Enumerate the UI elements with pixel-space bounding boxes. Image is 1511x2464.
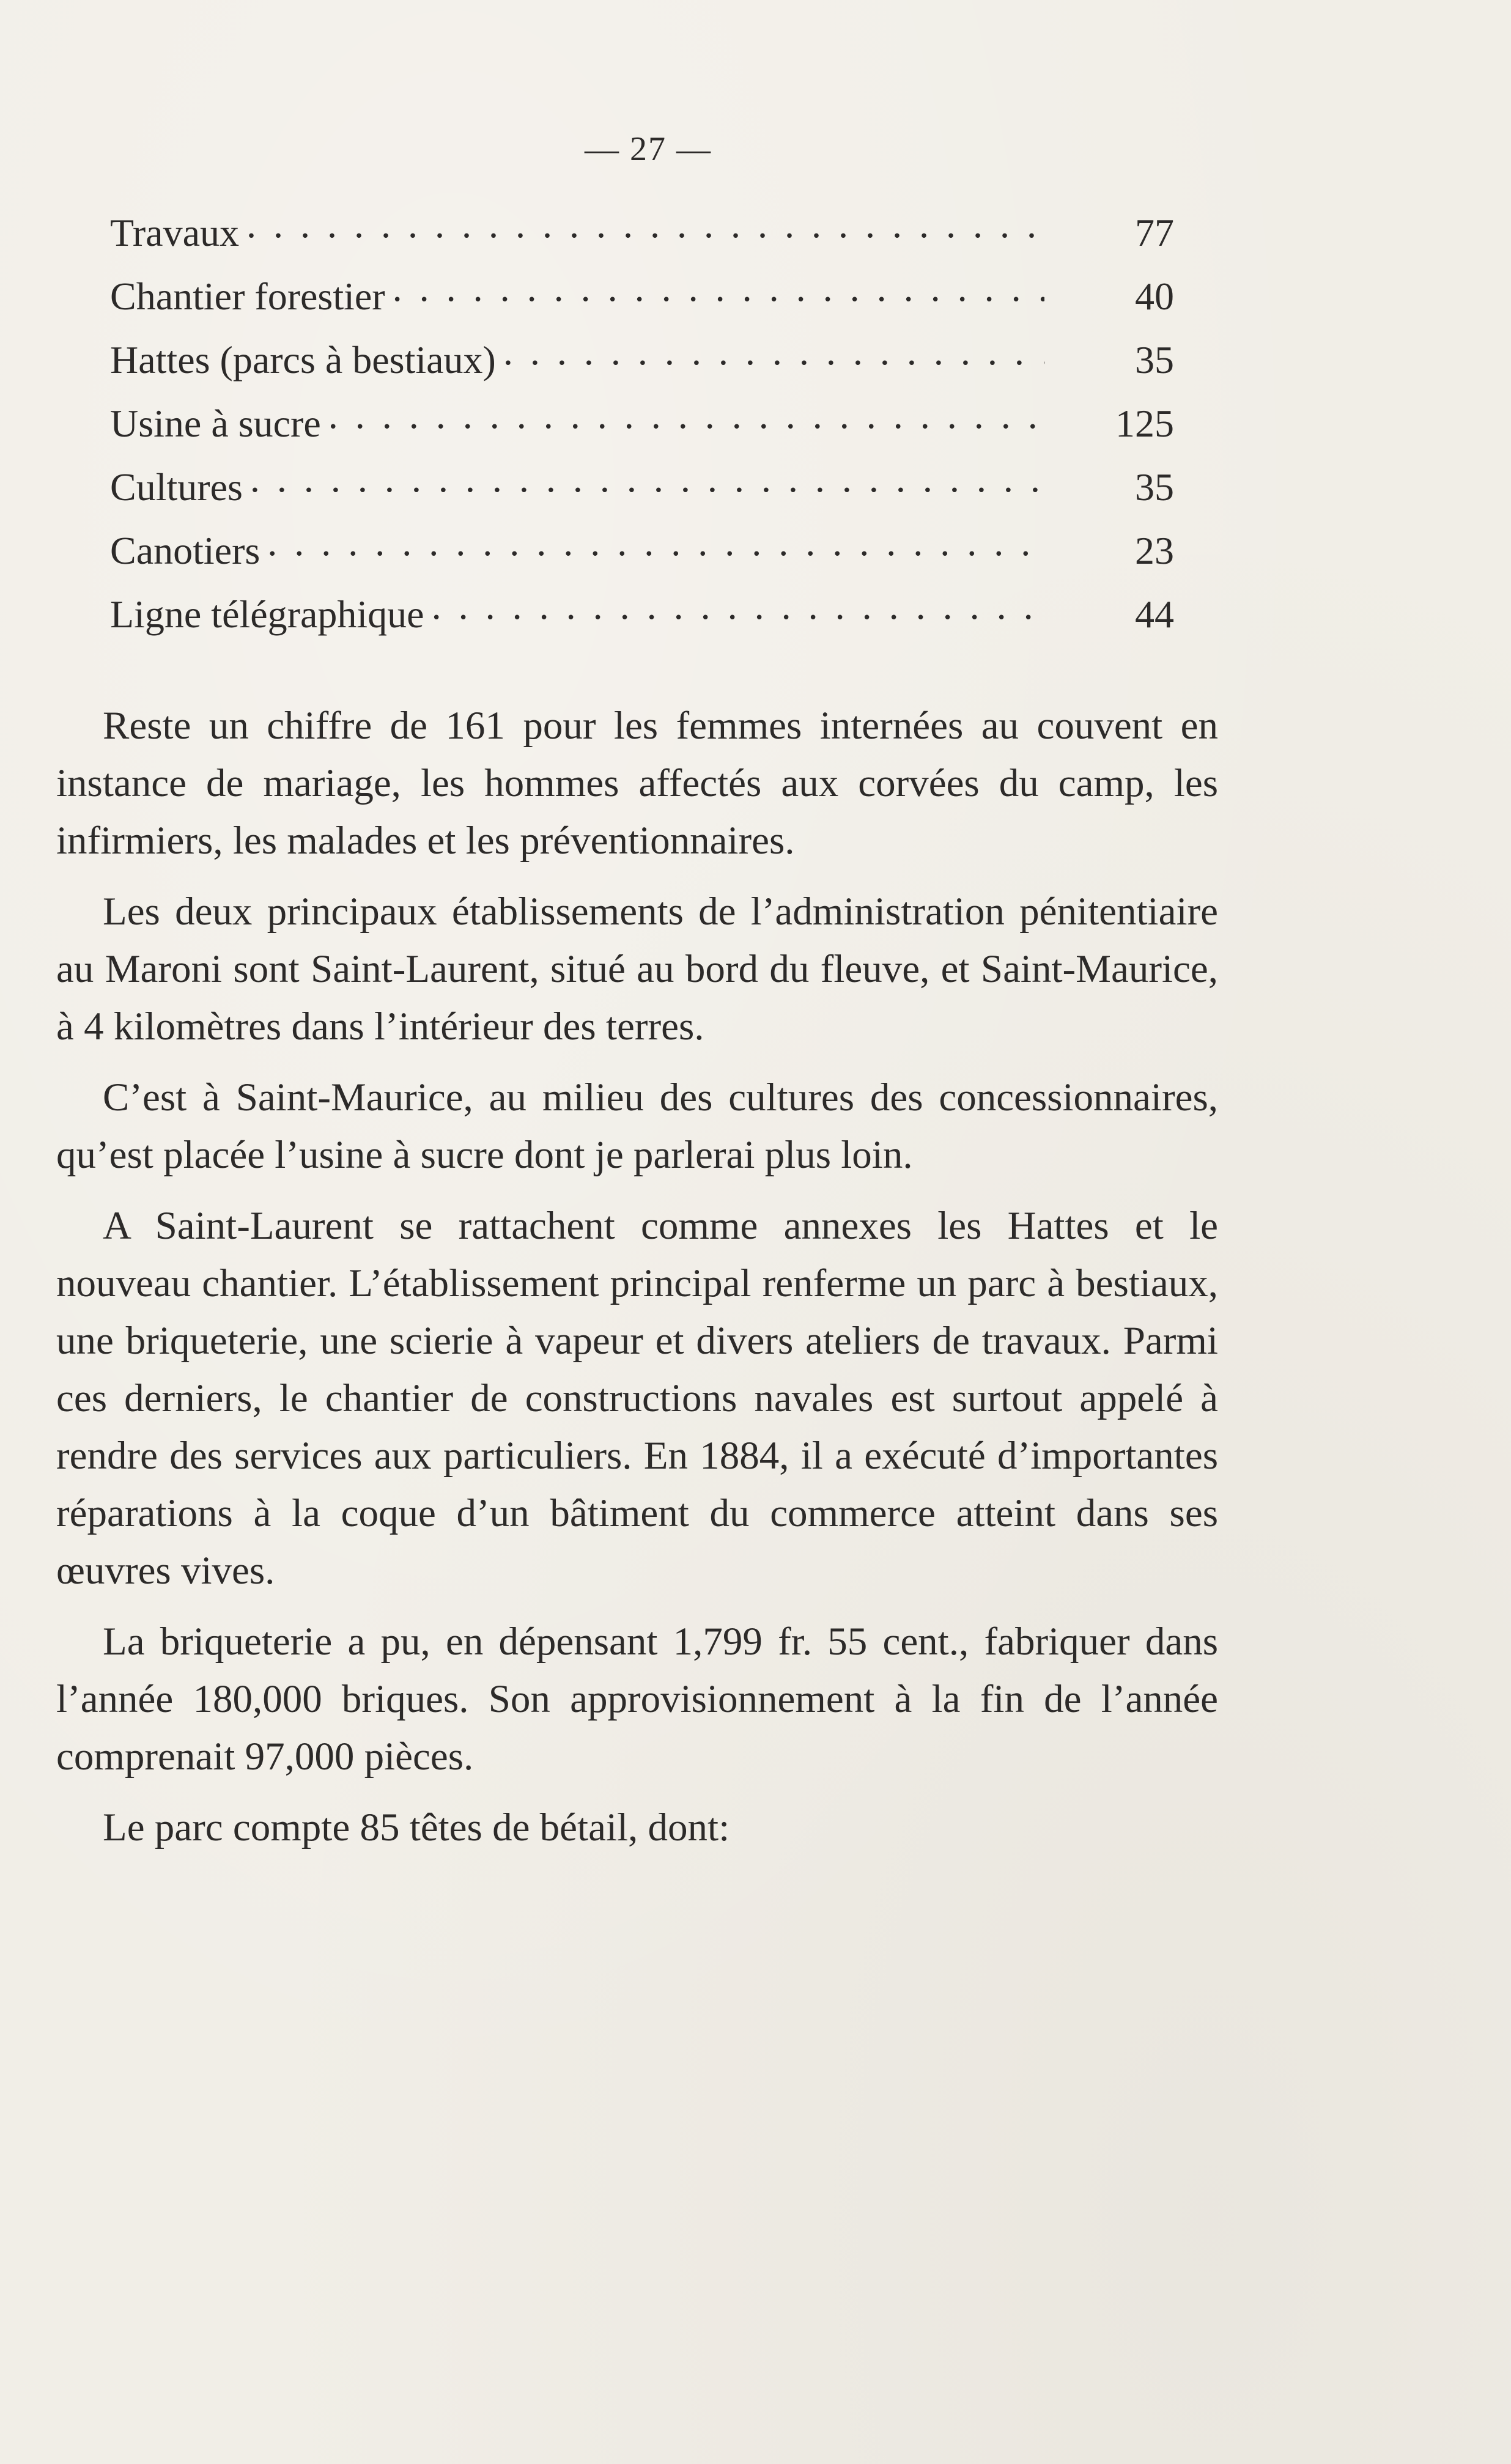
tally-value: 125 <box>1115 402 1174 445</box>
tally-label: Usine à sucre <box>110 402 321 445</box>
tally-value: 44 <box>1135 592 1174 636</box>
paragraph: Les deux principaux établissements de l’administration pénitentiaire au Maroni sont Saint-Laurent, situé au bord du fleuve, et Saint-Maurice, à 4 kilomètres dans l’intérieur des terres. <box>56 890 1218 1049</box>
tally-label: Cultures <box>110 465 243 509</box>
tally-row <box>110 202 1174 265</box>
tally-label: Hattes (parcs à bestiaux) <box>110 338 496 382</box>
paragraph: Le parc compte 85 têtes de bétail, dont: <box>103 1806 730 1850</box>
dot-leader <box>250 456 1044 500</box>
tally-label: Travaux <box>110 211 239 254</box>
dot-leader <box>393 265 1044 309</box>
tally-value: 35 <box>1135 465 1174 509</box>
dot-leader <box>246 202 1044 246</box>
dot-leader <box>503 329 1044 373</box>
paragraph: A Saint-Laurent se rattachent comme annexes les Hattes et le nouveau chantier. L’établissement principal renferme un parc à bestiaux, une briqueterie, une scierie à vapeur et divers ateliers de travaux. Parmi ces derniers, le chantier de constructions navales est surtout appelé à rendre des services aux particuliers. En 1884, il a exécuté d’importantes réparations à la coque d’un bâtiment du commerce atteint dans ses œuvres vives. <box>56 1204 1218 1593</box>
tally-label: Canotiers <box>110 529 260 572</box>
personnel-tally-list <box>110 202 1174 647</box>
tally-value: 40 <box>1135 275 1174 318</box>
paragraph: Reste un chiffre de 161 pour les femmes internées au couvent en instance de mariage, les hommes affectés aux corvées du camp, les infirmiers, les malades et les préventionnaires. <box>56 704 1218 863</box>
dot-leader <box>267 520 1044 564</box>
tally-row <box>110 520 1174 583</box>
page-number: — 27 — <box>585 130 712 168</box>
paragraph: La briqueterie a pu, en dépensant 1,799 fr. 55 cent., fabriquer dans l’année 180,000 briques. Son approvisionnement à la fin de l’année comprenait 97,000 pièces. <box>56 1620 1218 1779</box>
tally-row <box>110 583 1174 647</box>
tally-label: Chantier forestier <box>110 275 385 318</box>
paragraph: C’est à Saint-Maurice, au milieu des cultures des concessionnaires, qu’est placée l’usine à sucre dont je parlerai plus loin. <box>56 1075 1218 1177</box>
tally-row <box>110 265 1174 329</box>
dot-leader <box>432 583 1044 627</box>
tally-value: 77 <box>1135 211 1174 254</box>
tally-row <box>110 456 1174 520</box>
dot-leader <box>328 393 1044 437</box>
tally-value: 23 <box>1135 529 1174 572</box>
body-text <box>56 697 1218 1870</box>
tally-value: 35 <box>1135 338 1174 382</box>
tally-row <box>110 393 1174 456</box>
tally-row <box>110 329 1174 393</box>
tally-label: Ligne télégraphique <box>110 592 424 636</box>
